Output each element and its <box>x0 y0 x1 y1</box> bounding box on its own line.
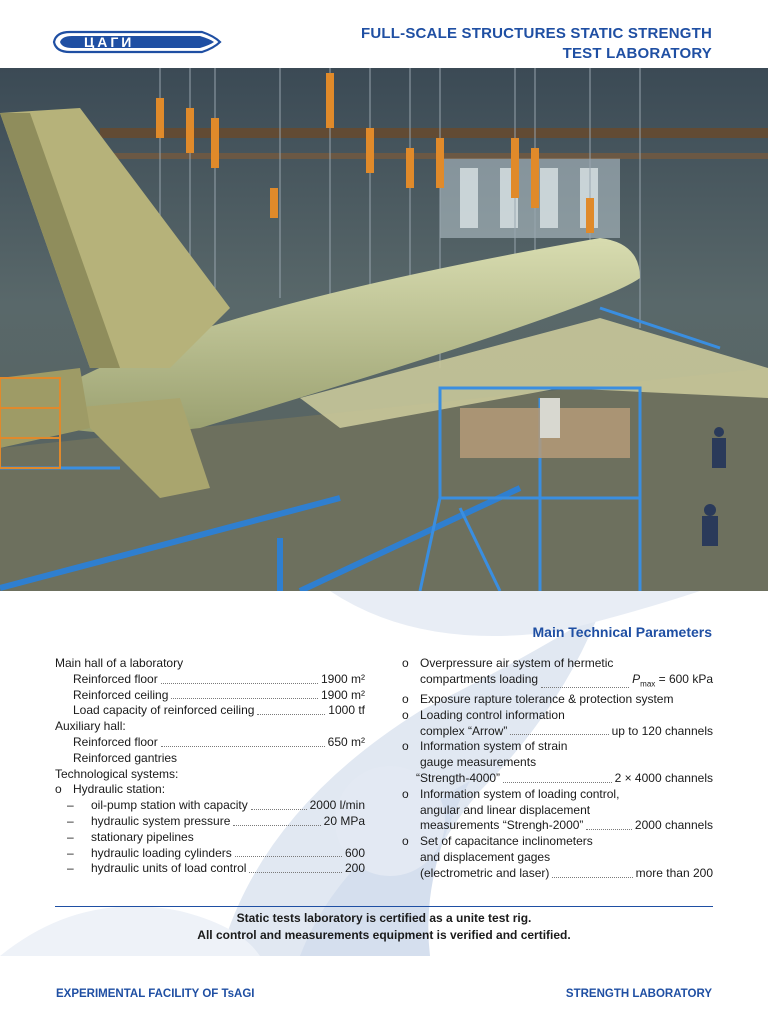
footer-right-label: STRENGTH LABORATORY <box>565 988 712 1000</box>
list-item: Reinforced ceiling 1900 m² <box>73 687 365 702</box>
list-item: gauge measurements <box>420 755 537 770</box>
list-item: – stationary pipelines <box>67 829 194 844</box>
list-item: – hydraulic units of load control 200 <box>67 861 365 876</box>
list-item: Load capacity of reinforced ceiling 1000 tf <box>73 703 365 718</box>
dash-icon: – <box>67 813 74 828</box>
list-item: Main hall of a laboratory <box>55 656 184 670</box>
list-item: (electrometric and laser) more than 200 <box>420 865 713 880</box>
bullet-icon: o <box>55 782 62 797</box>
list-item: o Set of capacitance inclinometers <box>402 834 593 849</box>
note-line-1: Static tests laboratory is certified as a unite test rig. <box>236 911 532 925</box>
footer-left-label: EXPERIMENTAL FACILITY OF TsAGI <box>56 988 255 1000</box>
bullet-icon: o <box>402 656 409 670</box>
list-item: “Strength-4000” 2 × 4000 channels <box>416 770 713 785</box>
list-item: compartments loading $P_{max} = 600$ kPa <box>420 671 713 689</box>
list-item: o Overpressure air system of hermetic <box>402 656 614 670</box>
list-item: – hydraulic loading cylinders 600 <box>67 845 365 860</box>
list-item: and displacement gages <box>420 849 551 864</box>
list-item: o Information system of loading control, <box>402 786 620 801</box>
list-item: o Information system of strain <box>402 739 568 754</box>
parameters-left-column <box>55 656 365 877</box>
list-item: Reinforced gantries <box>73 750 178 765</box>
list-item: – hydraulic system pressure 20 MPa <box>67 813 365 828</box>
dash-icon: – <box>67 829 74 844</box>
logo-text: ЦАГИ <box>84 34 135 50</box>
dash-icon: – <box>67 861 74 876</box>
aircraft-test-rig-illustration <box>0 68 768 591</box>
bullet-icon: o <box>402 786 409 801</box>
title-line-1: FULL-SCALE STRUCTURES STATIC STRENGTH <box>361 25 712 42</box>
list-item: measurements “Strengh-2000” 2000 channels <box>420 818 713 833</box>
list-item: o Hydraulic station: <box>55 782 166 797</box>
list-item: Auxiliary hall: <box>55 719 126 734</box>
title-line-2: TEST LABORATORY <box>562 45 712 62</box>
bullet-icon: o <box>402 834 409 849</box>
parameters-heading: Main Technical Parameters <box>532 624 712 640</box>
bullet-icon: o <box>402 739 409 754</box>
list-item: Reinforced floor 650 m² <box>73 734 365 749</box>
dash-icon: – <box>67 798 74 813</box>
dash-icon: – <box>67 845 74 860</box>
list-item: o Exposure rapture tolerance & protection system <box>402 691 674 706</box>
parameters-right-column <box>402 656 713 882</box>
certification-note <box>55 910 713 943</box>
list-item: complex “Arrow” up to 120 channels <box>420 723 713 738</box>
bullet-icon: o <box>402 707 409 722</box>
test-rig-photo <box>0 68 768 591</box>
list-item: angular and linear displacement <box>420 802 591 817</box>
page-header <box>0 0 768 68</box>
note-line-2: All control and measurements equipment is verified and certified. <box>197 927 571 942</box>
divider <box>55 906 713 907</box>
list-item: Technological systems: <box>55 766 179 781</box>
page-title <box>361 24 712 64</box>
bullet-icon: o <box>402 691 409 706</box>
list-item: Reinforced floor 1900 m² <box>73 671 365 686</box>
list-item: – oil-pump station with capacity 2000 l/min <box>67 798 365 813</box>
list-item: o Loading control information <box>402 707 565 722</box>
tsagi-logo <box>52 26 222 58</box>
